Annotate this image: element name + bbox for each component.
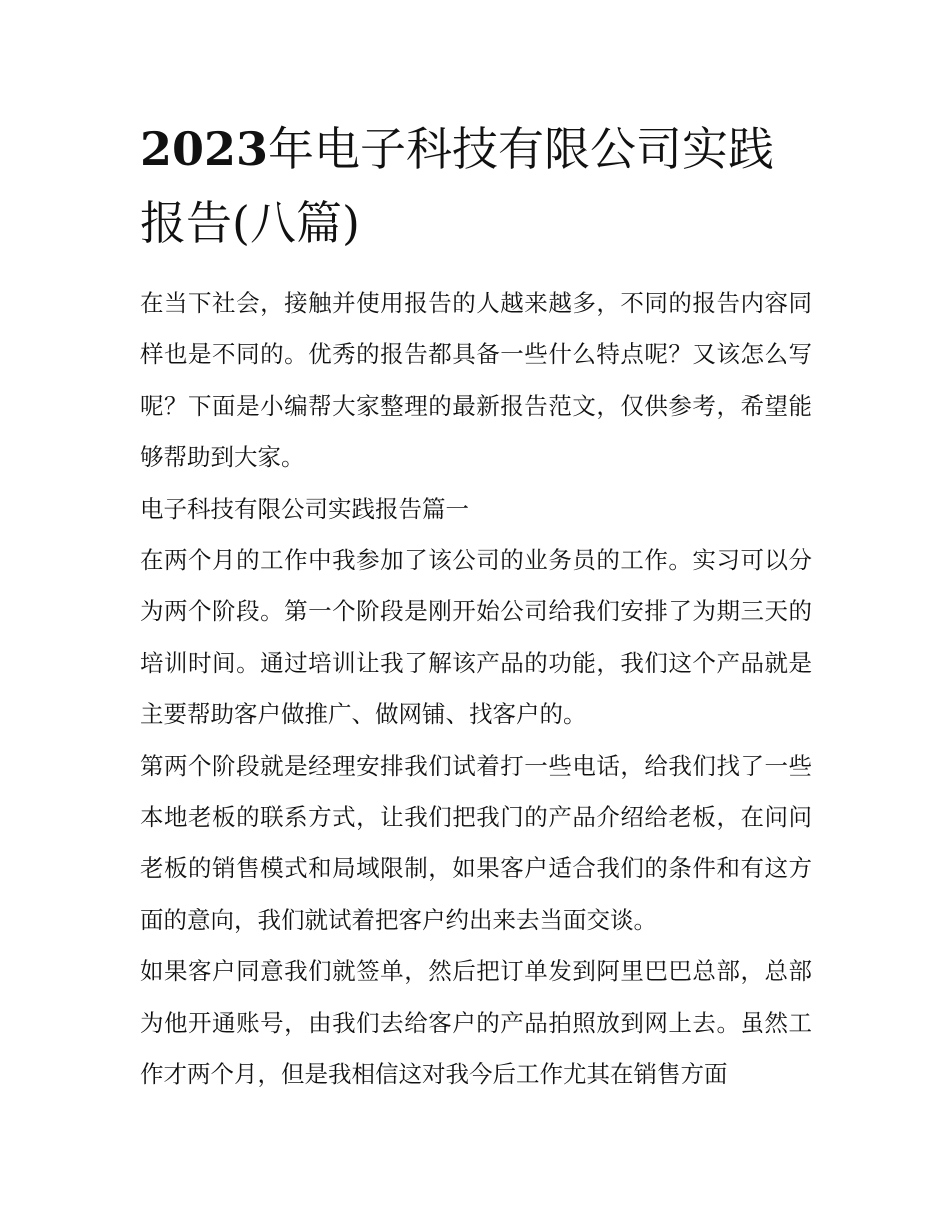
intro-paragraph: 在当下社会，接触并使用报告的人越来越多，不同的报告内容同样也是不同的。优秀的报告都具备一些什么特点呢？又该怎么写呢？下面是小编帮大家整理的最新报告范文，仅供参考，希望能够帮助到大家。 (140, 289, 812, 472)
document-title (140, 112, 812, 260)
title-year: 2023 (140, 122, 269, 176)
body-paragraph-3: 如果客户同意我们就签单，然后把订单发到阿里巴巴总部，总部为他开通账号，由我们去给客户的产品拍照放到网上去。虽然工作才两个月，但是我相信这对我今后工作尤其在销售方面 (140, 957, 812, 1089)
body-paragraph-1: 在两个月的工作中我参加了该公司的业务员的工作。实习可以分为两个阶段。第一个阶段是刚开始公司给我们安排了为期三天的培训时间。通过培训让我了解该产品的功能，我们这个产品就是主要帮助客户做推广、做网铺、找客户的。 (140, 546, 812, 729)
document-page (140, 112, 812, 1101)
title-text: 年电子科技有限公司实践报告(八篇) (140, 122, 775, 250)
body-paragraph-2: 第两个阶段就是经理安排我们试着打一些电话，给我们找了一些本地老板的联系方式，让我们把我门的产品介绍给老板，在问问老板的销售模式和局域限制，如果客户适合我们的条件和有这方面的意向，我们就试着把客户约出来去当面交谈。 (140, 751, 812, 934)
section-heading: 电子科技有限公司实践报告篇一 (140, 494, 469, 523)
